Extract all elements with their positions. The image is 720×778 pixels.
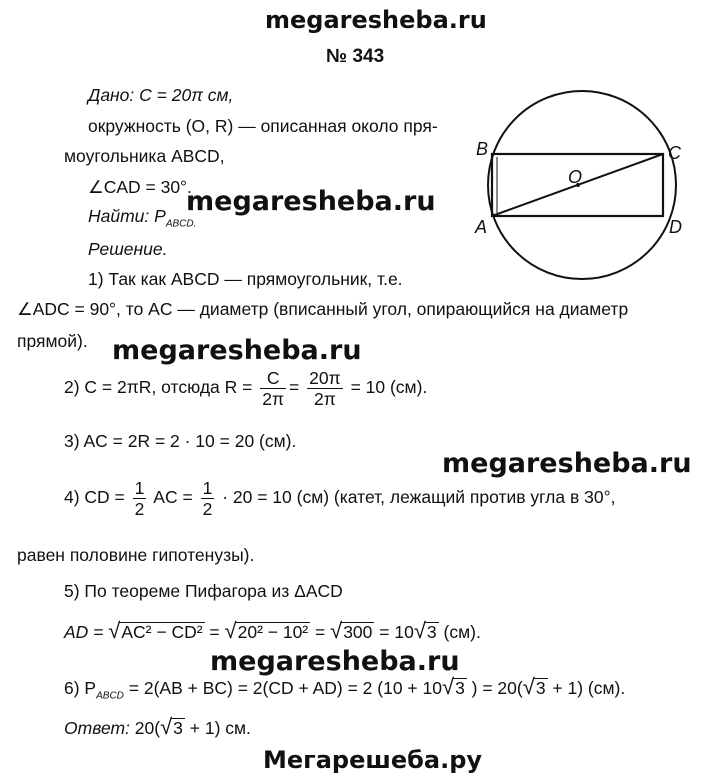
radicand-300: 300	[343, 622, 373, 642]
sqrt-sign: √	[224, 618, 237, 643]
given-line-2: окружность (O, R) — описанная около пря-	[88, 116, 438, 136]
step-6-body: = 2(AB + BC) = 2(CD + AD) = 2 (10 + 10	[123, 678, 442, 698]
eq-result: = 10	[379, 622, 414, 642]
label-a: A	[475, 217, 488, 237]
step-6-end: + 1) (см).	[547, 678, 626, 698]
sqrt-sign: √	[441, 674, 455, 699]
step-6-subscript: ABCD	[96, 690, 124, 702]
fraction-numerator: C	[260, 368, 286, 389]
given-line-4: ∠CAD = 30°.	[88, 177, 192, 197]
watermark: megaresheba.ru	[442, 448, 692, 479]
radicand-3: 3	[426, 622, 437, 642]
radicand-3: 3	[455, 678, 465, 698]
eq-sign: =	[209, 622, 220, 642]
fraction-20pi-over-2pi	[307, 368, 343, 409]
fraction-numerator: 20π	[309, 368, 341, 388]
step-3: 3) AC = 2R = 2 · 10 = 20 (см).	[64, 431, 297, 451]
step-6-perimeter: 6) P	[64, 678, 97, 698]
given-find	[88, 205, 196, 236]
header-site-title: megaresheba.ru	[265, 6, 487, 34]
watermark: megaresheba.ru	[210, 646, 460, 677]
fraction-one-half	[133, 478, 147, 519]
watermark: megaresheba.ru	[186, 186, 436, 217]
step-2: 2) C = 2πR, отсюда R = $\frac{C}{2\pi}$ = $\frac{20\pi}{2\pi}$ = 10 (см).	[64, 368, 428, 409]
geometry-figure	[470, 85, 702, 285]
given-line-3: моугольника ABCD,	[64, 146, 225, 166]
answer-value-b: + 1) см.	[184, 718, 251, 738]
step-4-prefix: 4) CD =	[64, 487, 125, 508]
find-subscript: ABCD.	[165, 218, 197, 230]
solution-title: Решение.	[88, 239, 168, 259]
fraction-one-half	[201, 478, 215, 519]
sqrt-sign: √	[330, 618, 343, 643]
step-2-prefix: 2) C = 2πR, отсюда R =	[64, 377, 253, 398]
step-4-mid: AC =	[153, 487, 193, 508]
fraction-numerator: 1	[202, 478, 213, 498]
sqrt-sign: √	[522, 674, 535, 699]
find-label: Найти: P	[88, 206, 166, 226]
problem-number: № 343	[326, 46, 385, 67]
label-o: O	[568, 167, 583, 187]
step-5-equation	[64, 620, 481, 643]
fraction-denominator: 2	[202, 499, 213, 519]
answer	[64, 716, 251, 739]
fraction-c-over-2pi	[260, 368, 286, 409]
step-1-line-b: ∠ADC = 90°, то AC — диаметр (вписанный угол, опирающийся на диаметр	[17, 299, 629, 319]
footer-site-title: Мегарешеба.ру	[263, 746, 483, 774]
fraction-denominator: 2π	[314, 389, 336, 409]
sqrt-sign: √	[413, 618, 426, 643]
given-line-1: Дано: C = 20π см,	[88, 85, 234, 105]
radicand-ac-cd: AC² − CD²	[121, 622, 203, 642]
answer-label: Ответ:	[64, 718, 130, 738]
watermark: megaresheba.ru	[112, 335, 362, 366]
label-b: B	[476, 139, 489, 159]
label-c: C	[668, 143, 681, 163]
sqrt-sign: √	[108, 618, 121, 643]
label-d: D	[669, 217, 682, 237]
eq-ad-label: AD =	[64, 622, 104, 642]
step-4-suffix: · 20 = 10 (см) (катет, лежащий против угла в 30°,	[222, 487, 616, 508]
step-6-body-2: ) = 20(	[466, 678, 523, 698]
step-6	[64, 676, 625, 708]
step-2-suffix: = 10 (см).	[350, 377, 428, 398]
radicand-3: 3	[173, 718, 183, 738]
step-4-continuation: равен половине гипотенузы).	[17, 545, 255, 565]
step-1-line-a: 1) Так как ABCD — прямоугольник, т.е.	[88, 269, 403, 289]
fraction-numerator: 1	[134, 478, 145, 498]
radicand-3: 3	[535, 678, 546, 698]
step-5: 5) По теореме Пифагора из ΔACD	[64, 581, 343, 601]
step-1-line-c: прямой).	[17, 331, 88, 351]
eq-sign: =	[315, 622, 326, 642]
step-4	[64, 478, 615, 519]
radicand-20-10: 20² − 10²	[237, 622, 309, 642]
eq-unit: (см).	[438, 622, 481, 642]
sqrt-sign: √	[160, 714, 173, 739]
answer-value-a: 20(	[129, 718, 161, 738]
fraction-denominator: 2π	[262, 389, 285, 409]
fraction-denominator: 2	[134, 499, 145, 519]
